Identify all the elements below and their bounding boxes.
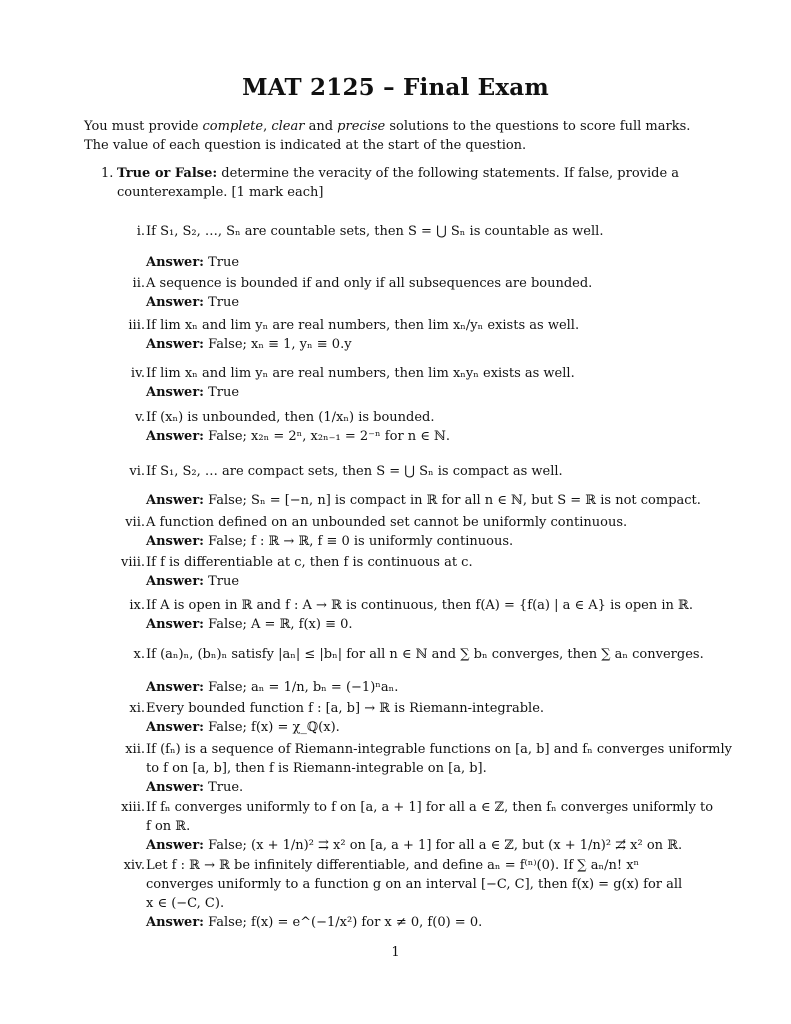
intro-emphasis-clear: clear (271, 119, 305, 134)
question-number: 1. (101, 166, 114, 181)
answer-text: False; A = ℝ, f(x) ≡ 0. (208, 617, 353, 632)
item-numeral: vii. (125, 515, 145, 530)
item-answer (146, 615, 699, 634)
item-statement: Let f : ℝ → ℝ be infinitely differentiable, and define aₙ = f⁽ⁿ⁾(0). If ∑ aₙ/n! xⁿ (146, 858, 640, 873)
answer-text: False; f(x) = χ_ℚ(x). (208, 720, 340, 735)
item-v (99, 408, 699, 446)
item-statement: If lim xₙ and lim yₙ are real numbers, then lim xₙ/yₙ exists as well. (146, 318, 580, 333)
item-ii (99, 274, 699, 312)
item-numeral: xiv. (123, 858, 145, 873)
item-i (99, 222, 699, 272)
item-xi (99, 699, 699, 737)
item-iii (99, 316, 699, 354)
item-statement: If f is differentiable at c, then f is continuous at c. (146, 555, 473, 570)
item-numeral: xiii. (121, 800, 145, 815)
item-statement: A sequence is bounded if and only if all subsequences are bounded. (146, 276, 593, 291)
answer-label: Answer: (146, 493, 204, 508)
answer-label: Answer: (146, 255, 204, 270)
item-numeral: ix. (129, 598, 145, 613)
question-instructions: determine the veracity of the following statements. If false, provide a counterexample. [1 mark each] (117, 166, 680, 200)
item-xii (99, 740, 732, 797)
item-statement: If lim xₙ and lim yₙ are real numbers, then lim xₙyₙ exists as well. (146, 366, 575, 381)
answer-text: True (208, 385, 240, 400)
intro-text: solutions to the questions to score full marks. The value of each question is indicated at the start of the question. (84, 119, 691, 153)
intro-separator: and (304, 119, 338, 134)
item-statement: A function defined on an unbounded set cannot be uniformly continuous. (146, 515, 628, 530)
item-numeral: vi. (129, 464, 145, 479)
item-statement-continued: x ∈ (−C, C). (146, 896, 225, 911)
item-iv (99, 364, 699, 402)
item-statement: If A is open in ℝ and f : A → ℝ is continuous, then f(A) = {f(a) | a ∈ A} is open in ℝ. (146, 598, 693, 613)
answer-text: True (208, 574, 240, 589)
item-xiv (99, 856, 699, 932)
question-heading: True or False: (117, 166, 218, 181)
item-statement: If (xₙ) is unbounded, then (1/xₙ) is bounded. (146, 410, 435, 425)
item-answer (146, 293, 699, 312)
answer-text: False; f : ℝ → ℝ, f ≡ 0 is uniformly continuous. (208, 534, 514, 549)
item-answer (146, 491, 699, 510)
item-answer (146, 678, 699, 697)
item-numeral: xi. (129, 701, 145, 716)
item-answer (146, 253, 699, 272)
item-statement-continued: to f on [a, b], then f is Riemann-integrable on [a, b]. (146, 761, 487, 776)
item-numeral: xii. (125, 742, 145, 757)
item-vi (99, 462, 699, 510)
answer-label: Answer: (146, 429, 204, 444)
answer-text: False; Sₙ = [−n, n] is compact in ℝ for all n ∈ ℕ, but S = ℝ is not compact. (208, 493, 701, 508)
answer-text: False; xₙ ≡ 1, yₙ ≡ 0.y (208, 337, 352, 352)
answer-text: False; f(x) = e^(−1/x²) for x ≠ 0, f(0) = 0. (208, 915, 483, 930)
item-numeral: x. (133, 647, 145, 662)
item-answer (146, 836, 699, 855)
intro-text: You must provide (84, 119, 203, 134)
answer-label: Answer: (146, 574, 204, 589)
intro-paragraph (84, 117, 694, 155)
item-statement: If (fₙ) is a sequence of Riemann-integrable functions on [a, b] and fₙ converges uniformly (146, 742, 732, 757)
item-numeral: v. (135, 410, 145, 425)
item-answer (146, 335, 699, 354)
item-answer (146, 383, 699, 402)
answer-label: Answer: (146, 720, 204, 735)
answer-label: Answer: (146, 385, 204, 400)
item-numeral: iii. (128, 318, 145, 333)
item-answer (146, 572, 699, 591)
answer-text: False; x₂ₙ = 2ⁿ, x₂ₙ₋₁ = 2⁻ⁿ for n ∈ ℕ. (208, 429, 451, 444)
answer-label: Answer: (146, 838, 204, 853)
item-numeral: iv. (130, 366, 145, 381)
item-statement-continued: converges uniformly to a function g on an interval [−C, C], then f(x) = g(x) for all (146, 877, 683, 892)
item-numeral: ii. (132, 276, 145, 291)
item-statement: If S₁, S₂, … are compact sets, then S = ⋃ Sₙ is compact as well. (146, 464, 563, 479)
answer-text: False; (x + 1/n)² ⇉ x² on [a, a + 1] for all a ∈ ℤ, but (x + 1/n)² ⇉̸ x² on ℝ. (208, 838, 683, 853)
answer-text: True (208, 295, 240, 310)
item-numeral: i. (136, 224, 145, 239)
item-answer (146, 778, 699, 797)
item-numeral: viii. (121, 555, 145, 570)
item-statement: If S₁, S₂, …, Sₙ are countable sets, then S = ⋃ Sₙ is countable as well. (146, 224, 604, 239)
page-title: MAT 2125 – Final Exam (242, 74, 549, 101)
item-statement-continued: f on ℝ. (146, 819, 191, 834)
item-xiii (99, 798, 714, 855)
answer-label: Answer: (146, 337, 204, 352)
intro-emphasis-precise: precise (337, 119, 386, 134)
item-x (99, 645, 704, 697)
page-number: 1 (391, 945, 400, 960)
answer-label: Answer: (146, 780, 204, 795)
answer-label: Answer: (146, 534, 204, 549)
answer-label: Answer: (146, 915, 204, 930)
answer-text: False; aₙ = 1/n, bₙ = (−1)ⁿaₙ. (208, 680, 399, 695)
intro-emphasis-complete: complete (202, 119, 264, 134)
answer-text: True. (208, 780, 244, 795)
item-answer (146, 718, 699, 737)
item-viii (99, 553, 699, 591)
item-statement: If (aₙ)ₙ, (bₙ)ₙ satisfy |aₙ| ≤ |bₙ| for all n ∈ ℕ and ∑ bₙ converges, then ∑ aₙ converges. (146, 647, 704, 662)
item-statement: If fₙ converges uniformly to f on [a, a + 1] for all a ∈ ℤ, then fₙ converges uniformly to (146, 800, 714, 815)
answer-text: True (208, 255, 240, 270)
question-1 (101, 164, 691, 202)
item-answer (146, 427, 699, 446)
item-answer (146, 532, 699, 551)
answer-label: Answer: (146, 295, 204, 310)
item-answer (146, 913, 699, 932)
item-ix (99, 596, 699, 634)
answer-label: Answer: (146, 617, 204, 632)
answer-label: Answer: (146, 680, 204, 695)
item-statement: Every bounded function f : [a, b] → ℝ is Riemann-integrable. (146, 701, 545, 716)
item-vii (99, 513, 699, 551)
question-text (117, 164, 691, 202)
intro-separator: , (263, 119, 272, 134)
